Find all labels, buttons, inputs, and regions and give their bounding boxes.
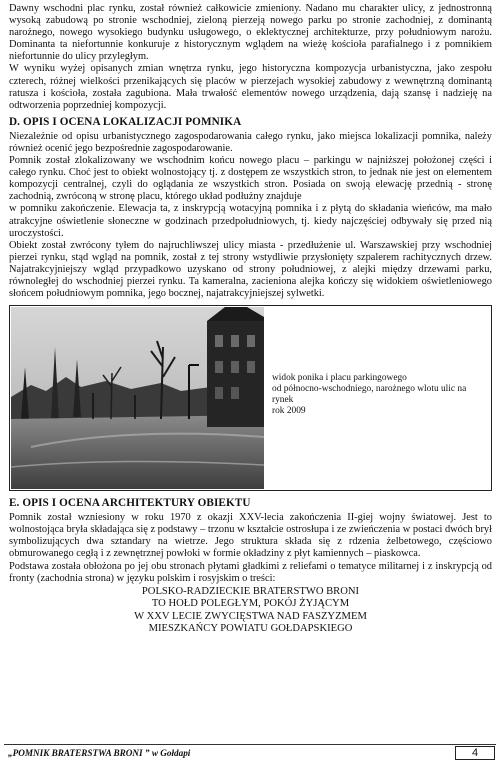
- section-e-paragraph-1: Pomnik został wzniesiony w roku 1970 z okazji XXV-lecia zakończenia II-giej wojny światowej. Jest to wolnostojąca bryła składająca się z podstawy – trzonu w kształcie ostrosłupa i ze zwieńczenia w postaci dwóch brył symbolizujących dwa sztandary na wietrze. Jego struktura składa się z rdzenia żelbetowego, częściowo obmurowanego cegłą i z zewnętrznej powłoki w formie okładziny z płyt kamiennych – piaskowca.: [9, 512, 492, 560]
- page-content: [9, 3, 492, 635]
- intro-paragraph-2: W wyniku wyżej opisanych zmian wnętrza rynku, jego historyczna kompozycja urbanistyczna, jako zespołu czterech, różnej wielkości przenikających się placów w pierzejach wysokiej zabudowy z wewnętrzną dominantą ratusza i kościoła, została zagubiona. Mała trwałość elementów nowego urządzenia, dają szansę i nadzieję na odtworzenia poprzedniej kompozycji.: [9, 63, 492, 111]
- section-d-paragraph-1: Niezależnie od opisu urbanistycznego zagospodarowania całego rynku, jako miejsca lokalizacji pomnika, należy również ocenić jego bezpośrednie zagospodarowanie.: [9, 130, 492, 154]
- footer-place: w Gołdapi: [151, 748, 191, 758]
- footer-divider: [4, 744, 496, 745]
- page-footer: [0, 744, 500, 763]
- section-d-paragraph-2: Pomnik został zlokalizowany we wschodnim końcu nowego placu – parkingu w najniższej położonej części i całego rynku. Choć jest to obiekt wolnostojący tj. z dostępem ze wszystkich stron, to jednak nie jest on elementem kompozycji centralnej, czyli do oglądania ze wszystkich stron. Posiada on swoją elewację przednią - stronę zachodnią, zwróconą w stronę placu, którego układ podłużny znajduje: [9, 155, 492, 203]
- caption-line-3: rynek: [272, 394, 294, 405]
- footer-title: [8, 748, 190, 758]
- caption-line-1: widok ponika i placu parkingowego: [272, 373, 407, 384]
- caption-line-2: od północno-wschodniego, narożnego wlotu ulic na: [272, 383, 467, 394]
- caption-line-4: rok 2009: [272, 405, 306, 416]
- inscription-line-1: POLSKO-RADZIECKIE BRATERSTWO BRONI: [141, 585, 360, 597]
- inscription-line-3: W XXV LECIE ZWYCIĘSTWA NAD FASZYZMEM: [134, 610, 367, 622]
- photo-caption: [272, 373, 482, 416]
- section-d-paragraph-3: w pomniku zakończenie. Elewacja ta, z inskrypcją wotacyjną pomnika i z płytą do składania wieńców, ma mało atrakcyjne oświetlenie słoneczne w godzinach przedpołudniowych, tj. kiedy najczęściej odbywały się przed nią uroczystości.: [9, 203, 492, 239]
- section-d-heading: D. OPIS I OCENA LOKALIZACJI POMNIKA: [9, 115, 242, 128]
- photo-figure: [9, 305, 492, 491]
- intro-paragraph-1: Dawny wschodni plac rynku, został również całkowicie zmieniony. Nadano mu charakter ulicy, z jednostronną wysoką zabudową po stronie wschodniej, zieloną pierzeją nowego parku po stronie zachodniej, z dominantą narożnego, nowego wysokiego budynku usługowego, o eklektycznej architekturze, przy południowym narożu. Dominanta ta niefortunnie konkuruje z historycznym wglądem na wieżę kościoła parafialnego i z pomnikiem niefortunnie do ulicy przyległym.: [9, 3, 492, 63]
- photo-image: [11, 307, 264, 489]
- monument-inscription: [9, 586, 492, 636]
- page-number: 4: [455, 746, 495, 760]
- inscription-line-2: TO HOŁD POLEGŁYM, POKÓJ ŻYJĄCYM: [151, 598, 350, 610]
- section-e-paragraph-2: Podstawa została obłożona po jej obu stronach płytami gładkimi z reliefami o tematyce militarnej i z inskrypcją od fronty (zachodnia strona) w języku polskim i rosyjskim o treści:: [9, 560, 492, 584]
- inscription-line-4: MIESZKAŃCY POWIATU GOŁDAPSKIEGO: [148, 622, 353, 634]
- section-d-paragraph-4: Obiekt został zwrócony tyłem do najruchliwszej ulicy miasta - przedłużenie ul. Warszawskiej przy wschodniej pierzei rynku, stąd wgląd na pomnik, został z tej strony wstydliwie przysłonięty szpalerem rachitycznych drzew. Najatrakcyjniejszy wgląd przypadkowo uzyskano od strony południowej, z alejki między drzewami parku, równoległej do wschodniej pierzei rynku. Ta kameralna, zacieniona alejka kończy się widokiem oświetleniowego słońcem południowym pomnika, jego bocznej, najatrakcyjniejszej sylwetki.: [9, 239, 492, 300]
- section-e-heading: E. OPIS I OCENA ARCHITEKTURY OBIEKTU: [9, 497, 251, 510]
- footer-title-text: „POMNIK BRATERSTWA BRONI ”: [8, 748, 152, 758]
- parking-square-photo: [11, 307, 264, 489]
